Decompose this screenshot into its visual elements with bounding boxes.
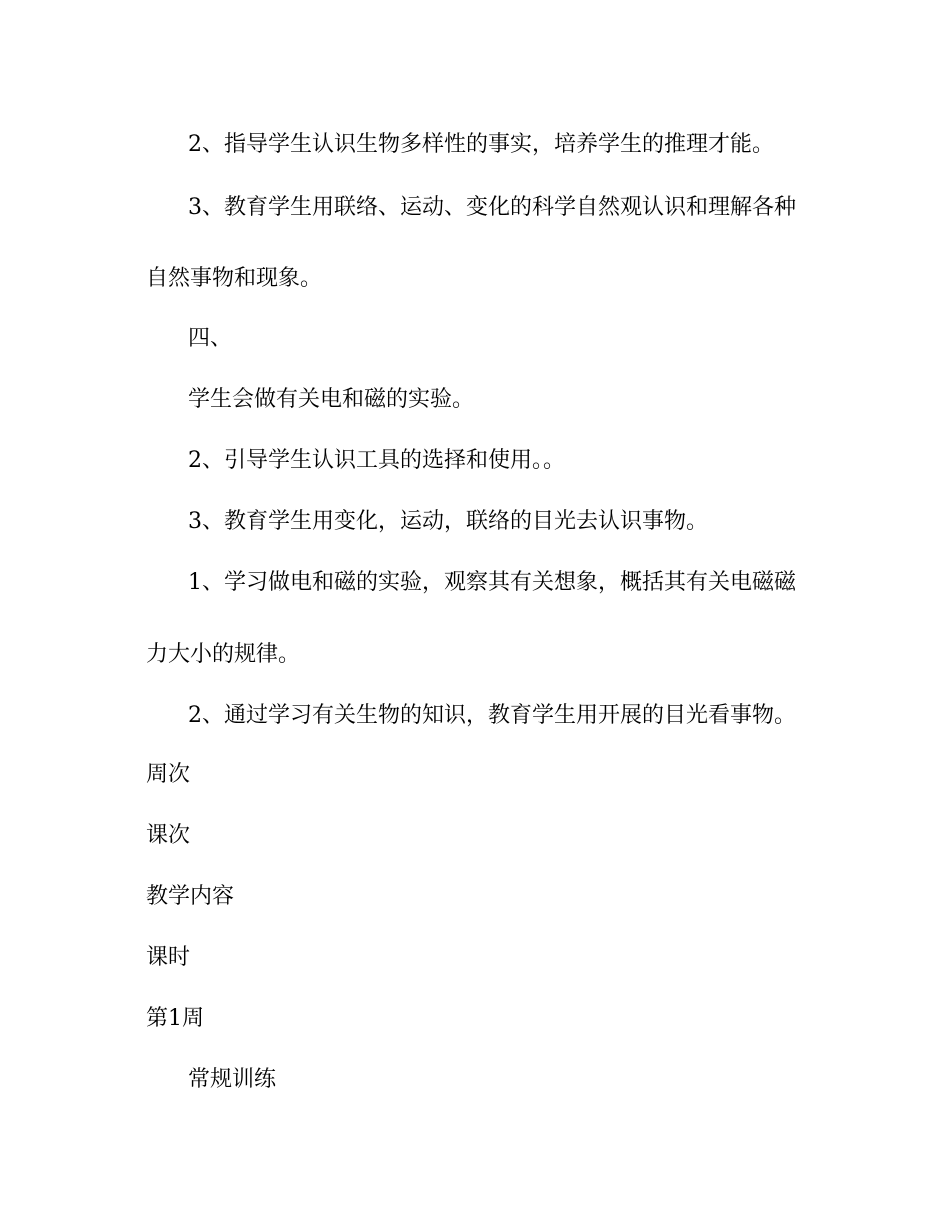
paragraph-line-5: 学生会做有关电和磁的实验。 (188, 387, 475, 412)
table-header-lesson: 课次 (146, 823, 191, 848)
paragraph-line-9: 力大小的规律。 (146, 642, 301, 667)
table-header-content: 教学内容 (146, 884, 235, 909)
table-cell-week-1: 第1周 (146, 1006, 204, 1031)
table-header-week: 周次 (146, 762, 191, 787)
paragraph-line-2: 3、教育学生用联络、运动、变化的科学自然观认识和理解各种 (188, 195, 796, 220)
table-cell-routine: 常规训练 (188, 1067, 277, 1092)
paragraph-line-1: 2、指导学生认识生物多样性的事实，培养学生的推理才能。 (188, 132, 774, 157)
paragraph-line-6: 2、引导学生认识工具的选择和使用。。 (188, 448, 565, 473)
paragraph-line-7: 3、教育学生用变化，运动，联络的目光去认识事物。 (188, 509, 708, 534)
table-header-hours: 课时 (146, 945, 191, 970)
paragraph-line-10: 2、通过学习有关生物的知识，教育学生用开展的目光看事物。 (188, 703, 796, 728)
paragraph-line-8: 1、学习做电和磁的实验，观察其有关想象，概括其有关电磁磁 (188, 570, 796, 595)
paragraph-line-3: 自然事物和现象。 (146, 266, 323, 291)
section-heading: 四、 (188, 326, 233, 351)
